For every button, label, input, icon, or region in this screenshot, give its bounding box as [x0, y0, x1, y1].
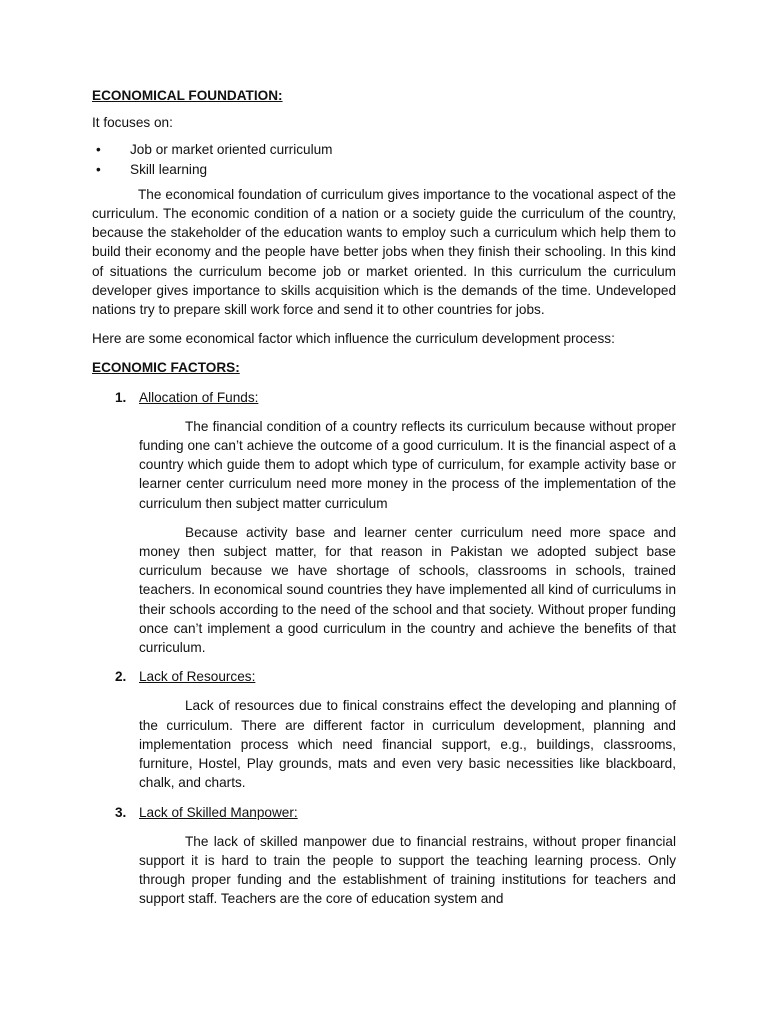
intro-text: It focuses on: [92, 115, 173, 131]
section-heading: ECONOMICAL FOUNDATION: [92, 88, 283, 103]
body-paragraph: The economical foundation of curriculum gives importance to the vocational aspect of the curriculum. The economic condition of a nation or a society guide the curriculum of the country, because the stakeholder of the education wants to employ such a curriculum which help them to build their economy and the people have better jobs when they finish their schooling. In this kind of situations the curriculum become job or market oriented. In this curriculum the curriculum developer gives importance to skills acquisition which is the demands of the time. Undeveloped nations try to prepare skill work force and send it to other countries for jobs. [92, 186, 676, 318]
focus-list [92, 140, 676, 178]
factor-paragraph: Because activity base and learner center curriculum need more space and money then subject matter, for that reason in Pakistan we adopted subject base curriculum because we have shortage of schools, classrooms in schools, trained teachers. In economical sound countries they have implemented all kind of curriculums in their schools according to the need of the school and that society. Without proper funding once can’t implement a good curriculum in the country and achieve the benefits of that curriculum. [139, 524, 676, 656]
factor-title: Allocation of Funds: [139, 389, 259, 405]
factor-heading [115, 803, 676, 822]
list-item-text: Job or market oriented curriculum [130, 142, 333, 158]
list-item [92, 160, 676, 179]
factor-paragraph: Lack of resources due to finical constrains effect the developing and planning of the curriculum. There are different factor in curriculum development, planning and implementation process which need financial support, e.g., buildings, classrooms, furniture, Hostel, Play grounds, mats and even very basic necessities like blackboard, chalk, and charts. [139, 698, 676, 791]
factor-paragraph: The financial condition of a country reflects its curriculum because without proper funding one can’t achieve the outcome of a good curriculum. It is the financial aspect of a country which guide them to adopt which type of curriculum, for example activity base or learner center curriculum need more money in the process of the implementation of the curriculum then subject matter curriculum [139, 418, 676, 511]
factor-title: Lack of Resources: [139, 669, 256, 685]
factor-number: 1. [115, 389, 127, 405]
factor-item [92, 803, 676, 909]
lead-in-text: Here are some economical factor which influence the curriculum development process: [92, 331, 615, 347]
bullet-icon: • [96, 161, 101, 177]
factor-heading [115, 388, 676, 407]
document-page [92, 86, 676, 919]
list-item [92, 140, 676, 159]
factor-number: 2. [115, 669, 127, 685]
factor-paragraph: The lack of skilled manpower due to financial restrains, without proper financial support it is hard to train the people to support the teaching learning process. Only through proper funding and the establishment of training institutions for teachers and support staff. Teachers are the core of education system and [139, 833, 676, 907]
factors-list [92, 388, 676, 909]
factor-number: 3. [115, 804, 127, 820]
factor-heading [115, 667, 676, 686]
factors-heading: ECONOMIC FACTORS: [92, 360, 240, 376]
bullet-icon: • [96, 142, 101, 158]
list-item-text: Skill learning [130, 161, 208, 177]
factor-title: Lack of Skilled Manpower: [139, 804, 298, 820]
factor-item [92, 667, 676, 792]
factor-item [92, 388, 676, 658]
